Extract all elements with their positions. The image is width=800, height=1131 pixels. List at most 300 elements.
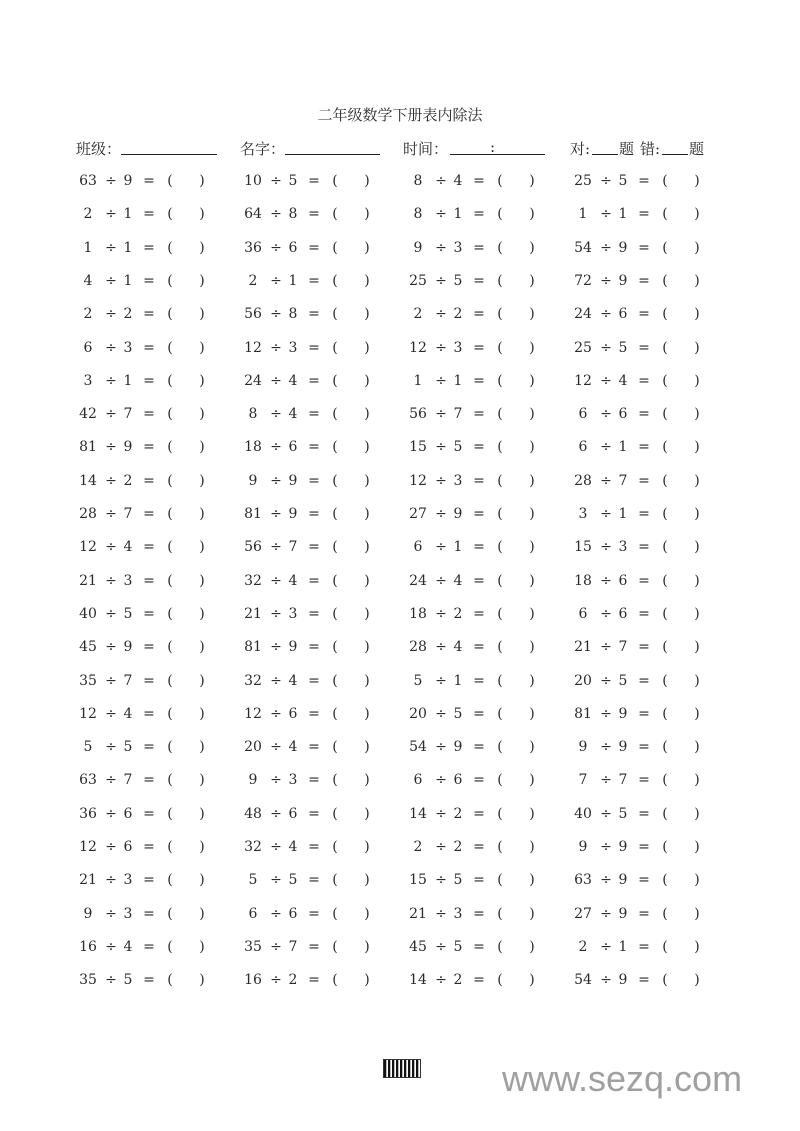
answer-open-paren: ( [167,439,173,456]
division-problem [407,906,557,926]
answer-blank[interactable] [175,573,197,591]
answer-close-paren: ) [199,572,205,589]
answer-blank[interactable] [505,206,527,224]
answer-blank[interactable] [505,406,527,424]
wrong-field[interactable] [662,154,688,155]
answer-open-paren: ( [332,938,338,955]
dividend: 1 [83,239,93,256]
answer-blank[interactable] [670,206,692,224]
answer-blank[interactable] [340,439,362,457]
answer-blank[interactable] [175,340,197,358]
answer-blank[interactable] [175,839,197,857]
answer-blank[interactable] [505,639,527,657]
division-problem [242,173,392,193]
divide-sign: ÷ [435,805,447,822]
answer-open-paren: ( [167,506,173,522]
dividend: 54 [574,972,592,989]
dividend: 6 [578,406,588,423]
equals-sign: = [308,972,320,989]
answer-blank[interactable] [340,173,362,191]
answer-blank[interactable] [175,706,197,724]
divide-sign: ÷ [105,572,117,589]
dividend: 2 [248,272,258,289]
division-problem [407,606,557,626]
answer-blank[interactable] [175,673,197,691]
answer-blank[interactable] [505,872,527,890]
division-problem [572,306,722,326]
divide-sign: ÷ [600,639,612,656]
dividend: 12 [79,705,97,722]
divide-sign: ÷ [270,472,282,489]
answer-close-paren: ) [199,239,205,256]
divisor: 1 [618,206,628,223]
answer-close-paren: ) [199,206,205,223]
answer-blank[interactable] [340,240,362,258]
equals-sign: = [143,938,155,955]
divide-sign: ÷ [105,872,117,889]
divide-sign: ÷ [600,672,612,689]
division-problem [572,772,722,792]
divide-sign: ÷ [435,306,447,323]
divide-sign: ÷ [270,372,282,389]
divisor: 7 [288,938,298,955]
answer-open-paren: ( [332,772,338,789]
answer-blank[interactable] [175,872,197,890]
division-problem [242,606,392,626]
division-problem [242,839,392,859]
answer-blank[interactable] [505,772,527,790]
answer-blank[interactable] [505,939,527,957]
answer-blank[interactable] [505,839,527,857]
answer-blank[interactable] [670,872,692,890]
answer-blank[interactable] [670,739,692,757]
equals-sign: = [308,905,320,922]
answer-blank[interactable] [670,906,692,924]
answer-open-paren: ( [662,372,668,389]
dividend: 45 [409,938,427,955]
answer-close-paren: ) [694,306,700,323]
divide-sign: ÷ [270,972,282,989]
equals-sign: = [143,672,155,689]
wrong-unit: 题 [689,140,705,158]
divisor: 7 [618,639,628,656]
divisor: 3 [123,872,133,889]
answer-blank[interactable] [670,806,692,824]
equals-sign: = [473,872,485,889]
division-problem [572,473,722,493]
answer-blank[interactable] [175,206,197,224]
answer-blank[interactable] [505,473,527,491]
answer-blank[interactable] [175,606,197,624]
answer-blank[interactable] [505,706,527,724]
equals-sign: = [473,672,485,689]
divide-sign: ÷ [270,239,282,256]
answer-blank[interactable] [340,806,362,824]
equals-sign: = [308,506,320,522]
equals-sign: = [308,872,320,889]
answer-open-paren: ( [497,339,503,356]
answer-blank[interactable] [175,306,197,324]
answer-close-paren: ) [364,372,370,389]
equals-sign: = [143,739,155,756]
dividend: 14 [409,805,427,822]
divide-sign: ÷ [105,972,117,989]
answer-blank[interactable] [175,173,197,191]
answer-blank[interactable] [340,506,362,524]
division-problem [572,273,722,293]
divisor: 7 [123,672,133,689]
answer-blank[interactable] [340,906,362,924]
equals-sign: = [308,173,320,189]
answer-blank[interactable] [340,539,362,557]
answer-blank[interactable] [340,273,362,291]
answer-blank[interactable] [505,240,527,258]
answer-close-paren: ) [694,739,700,756]
answer-close-paren: ) [694,639,700,656]
equals-sign: = [638,439,650,456]
answer-blank[interactable] [175,406,197,424]
answer-blank[interactable] [670,340,692,358]
equals-sign: = [308,938,320,955]
equals-sign: = [473,206,485,223]
equals-sign: = [638,239,650,256]
answer-blank[interactable] [175,439,197,457]
answer-blank[interactable] [670,473,692,491]
divisor: 2 [453,605,463,622]
divisor: 6 [288,905,298,922]
answer-open-paren: ( [662,905,668,922]
answer-blank[interactable] [340,606,362,624]
answer-blank[interactable] [505,573,527,591]
answer-blank[interactable] [670,972,692,990]
dividend: 9 [578,839,588,855]
equals-sign: = [473,905,485,922]
divide-sign: ÷ [600,972,612,989]
answer-close-paren: ) [694,905,700,922]
equals-sign: = [308,705,320,722]
divide-sign: ÷ [105,439,117,456]
division-problem [77,839,227,859]
division-problem [77,939,227,959]
division-problem [77,772,227,792]
divide-sign: ÷ [600,406,612,423]
divisor: 4 [288,406,298,423]
answer-close-paren: ) [199,805,205,822]
answer-close-paren: ) [199,272,205,289]
answer-blank[interactable] [340,306,362,324]
time-field[interactable] [450,154,545,155]
answer-open-paren: ( [332,239,338,256]
answer-blank[interactable] [175,972,197,990]
divide-sign: ÷ [105,506,117,522]
answer-open-paren: ( [662,972,668,989]
answer-close-paren: ) [199,938,205,955]
divisor: 6 [618,306,628,323]
answer-blank[interactable] [505,673,527,691]
divisor: 2 [123,472,133,489]
answer-blank[interactable] [340,373,362,391]
divisor: 7 [123,506,133,522]
division-problem [242,373,392,393]
answer-close-paren: ) [199,439,205,456]
answer-close-paren: ) [364,772,370,789]
answer-open-paren: ( [167,472,173,489]
divide-sign: ÷ [105,839,117,855]
division-problem [407,639,557,659]
dividend: 12 [409,472,427,489]
answer-blank[interactable] [175,473,197,491]
divisor: 3 [288,605,298,622]
answer-blank[interactable] [670,573,692,591]
answer-close-paren: ) [364,605,370,622]
division-problem [77,240,227,260]
answer-blank[interactable] [175,806,197,824]
answer-blank[interactable] [505,340,527,358]
answer-open-paren: ( [332,372,338,389]
answer-open-paren: ( [167,272,173,289]
divisor: 9 [618,972,628,989]
answer-blank[interactable] [175,373,197,391]
answer-close-paren: ) [529,439,535,456]
answer-blank[interactable] [175,240,197,258]
dividend: 18 [409,605,427,622]
answer-blank[interactable] [505,972,527,990]
division-problem [407,839,557,859]
division-problem [572,872,722,892]
answer-blank[interactable] [670,306,692,324]
answer-blank[interactable] [505,439,527,457]
division-problem [407,972,557,992]
division-problem [77,972,227,992]
answer-blank[interactable] [670,539,692,557]
dividend: 35 [79,972,97,989]
answer-blank[interactable] [670,706,692,724]
dividend: 16 [79,938,97,955]
equals-sign: = [308,839,320,855]
answer-open-paren: ( [662,339,668,356]
answer-blank[interactable] [175,772,197,790]
division-problem [77,206,227,226]
answer-blank[interactable] [340,872,362,890]
answer-blank[interactable] [340,573,362,591]
answer-close-paren: ) [529,539,535,556]
answer-blank[interactable] [175,539,197,557]
answer-blank[interactable] [340,706,362,724]
answer-blank[interactable] [340,340,362,358]
answer-blank[interactable] [505,373,527,391]
equals-sign: = [638,539,650,556]
answer-close-paren: ) [199,839,205,855]
divide-sign: ÷ [270,572,282,589]
division-problem [572,639,722,659]
equals-sign: = [638,938,650,955]
answer-close-paren: ) [694,472,700,489]
division-problem [407,273,557,293]
answer-open-paren: ( [167,872,173,889]
divisor: 3 [453,239,463,256]
answer-blank[interactable] [505,306,527,324]
divisor: 5 [618,339,628,356]
answer-blank[interactable] [670,772,692,790]
dividend: 56 [409,406,427,423]
answer-blank[interactable] [670,240,692,258]
answer-close-paren: ) [694,372,700,389]
equals-sign: = [308,406,320,423]
divisor: 9 [618,739,628,756]
answer-blank[interactable] [505,173,527,191]
equals-sign: = [638,206,650,223]
answer-blank[interactable] [175,739,197,757]
answer-blank[interactable] [175,939,197,957]
equals-sign: = [638,672,650,689]
answer-blank[interactable] [670,639,692,657]
answer-close-paren: ) [529,739,535,756]
answer-blank[interactable] [340,939,362,957]
answer-blank[interactable] [505,606,527,624]
answer-close-paren: ) [199,972,205,989]
divide-sign: ÷ [105,772,117,789]
answer-blank[interactable] [340,673,362,691]
answer-blank[interactable] [340,473,362,491]
divide-sign: ÷ [600,872,612,889]
divisor: 7 [288,539,298,556]
dividend: 21 [79,872,97,889]
answer-close-paren: ) [529,506,535,522]
answer-blank[interactable] [340,406,362,424]
divisor: 1 [123,272,133,289]
dividend: 2 [413,839,423,855]
answer-blank[interactable] [340,839,362,857]
answer-blank[interactable] [670,839,692,857]
divisor: 9 [618,272,628,289]
class-field[interactable] [121,154,217,155]
divisor: 5 [453,439,463,456]
division-problem [572,939,722,959]
dividend: 5 [248,872,258,889]
answer-blank[interactable] [505,506,527,524]
division-problem [242,673,392,693]
answer-open-paren: ( [497,472,503,489]
divisor: 6 [618,572,628,589]
dividend: 2 [413,306,423,323]
answer-blank[interactable] [505,806,527,824]
dividend: 9 [248,472,258,489]
answer-blank[interactable] [340,772,362,790]
answer-blank[interactable] [670,406,692,424]
answer-blank[interactable] [505,273,527,291]
answer-blank[interactable] [670,273,692,291]
division-problem [77,506,227,526]
answer-blank[interactable] [175,906,197,924]
answer-blank[interactable] [340,739,362,757]
divisor: 1 [453,372,463,389]
answer-close-paren: ) [199,339,205,356]
answer-open-paren: ( [332,272,338,289]
equals-sign: = [638,406,650,423]
dividend: 32 [244,839,262,855]
dividend: 6 [83,339,93,356]
division-problem [407,373,557,393]
answer-close-paren: ) [529,705,535,722]
answer-blank[interactable] [670,439,692,457]
answer-blank[interactable] [670,173,692,191]
answer-open-paren: ( [167,539,173,556]
equals-sign: = [143,439,155,456]
answer-blank[interactable] [340,972,362,990]
divide-sign: ÷ [105,306,117,323]
answer-open-paren: ( [332,472,338,489]
equals-sign: = [308,439,320,456]
answer-close-paren: ) [199,739,205,756]
answer-blank[interactable] [505,906,527,924]
equals-sign: = [143,772,155,789]
answer-blank[interactable] [505,539,527,557]
division-problem [572,173,722,193]
answer-open-paren: ( [497,772,503,789]
divisor: 5 [618,805,628,822]
answer-close-paren: ) [199,406,205,423]
name-field[interactable] [285,154,380,155]
dividend: 54 [409,739,427,756]
divisor: 4 [123,539,133,556]
division-problem [407,939,557,959]
answer-close-paren: ) [694,206,700,223]
divide-sign: ÷ [270,206,282,223]
division-problem [242,240,392,260]
division-problem [407,539,557,559]
answer-open-paren: ( [662,406,668,423]
answer-close-paren: ) [199,173,205,189]
divisor: 1 [618,439,628,456]
equals-sign: = [143,639,155,656]
dividend: 24 [244,372,262,389]
answer-blank[interactable] [670,373,692,391]
dividend: 7 [578,772,588,789]
answer-close-paren: ) [694,506,700,522]
divisor: 9 [288,506,298,522]
answer-blank[interactable] [505,739,527,757]
divide-sign: ÷ [105,539,117,556]
dividend: 42 [79,406,97,423]
answer-open-paren: ( [332,306,338,323]
answer-close-paren: ) [199,705,205,722]
correct-field[interactable] [592,154,618,155]
divide-sign: ÷ [105,339,117,356]
answer-blank[interactable] [670,506,692,524]
equals-sign: = [638,372,650,389]
answer-blank[interactable] [670,673,692,691]
class-label: 班级： [76,140,122,158]
equals-sign: = [638,472,650,489]
answer-blank[interactable] [175,506,197,524]
divide-sign: ÷ [270,306,282,323]
answer-open-paren: ( [497,739,503,756]
answer-close-paren: ) [364,705,370,722]
answer-blank[interactable] [670,606,692,624]
answer-open-paren: ( [167,705,173,722]
equals-sign: = [638,839,650,855]
answer-close-paren: ) [199,306,205,323]
answer-blank[interactable] [175,639,197,657]
dividend: 2 [578,938,588,955]
answer-blank[interactable] [670,939,692,957]
equals-sign: = [308,739,320,756]
answer-blank[interactable] [340,206,362,224]
division-problem [572,673,722,693]
answer-blank[interactable] [175,273,197,291]
answer-blank[interactable] [340,639,362,657]
division-problem [77,406,227,426]
